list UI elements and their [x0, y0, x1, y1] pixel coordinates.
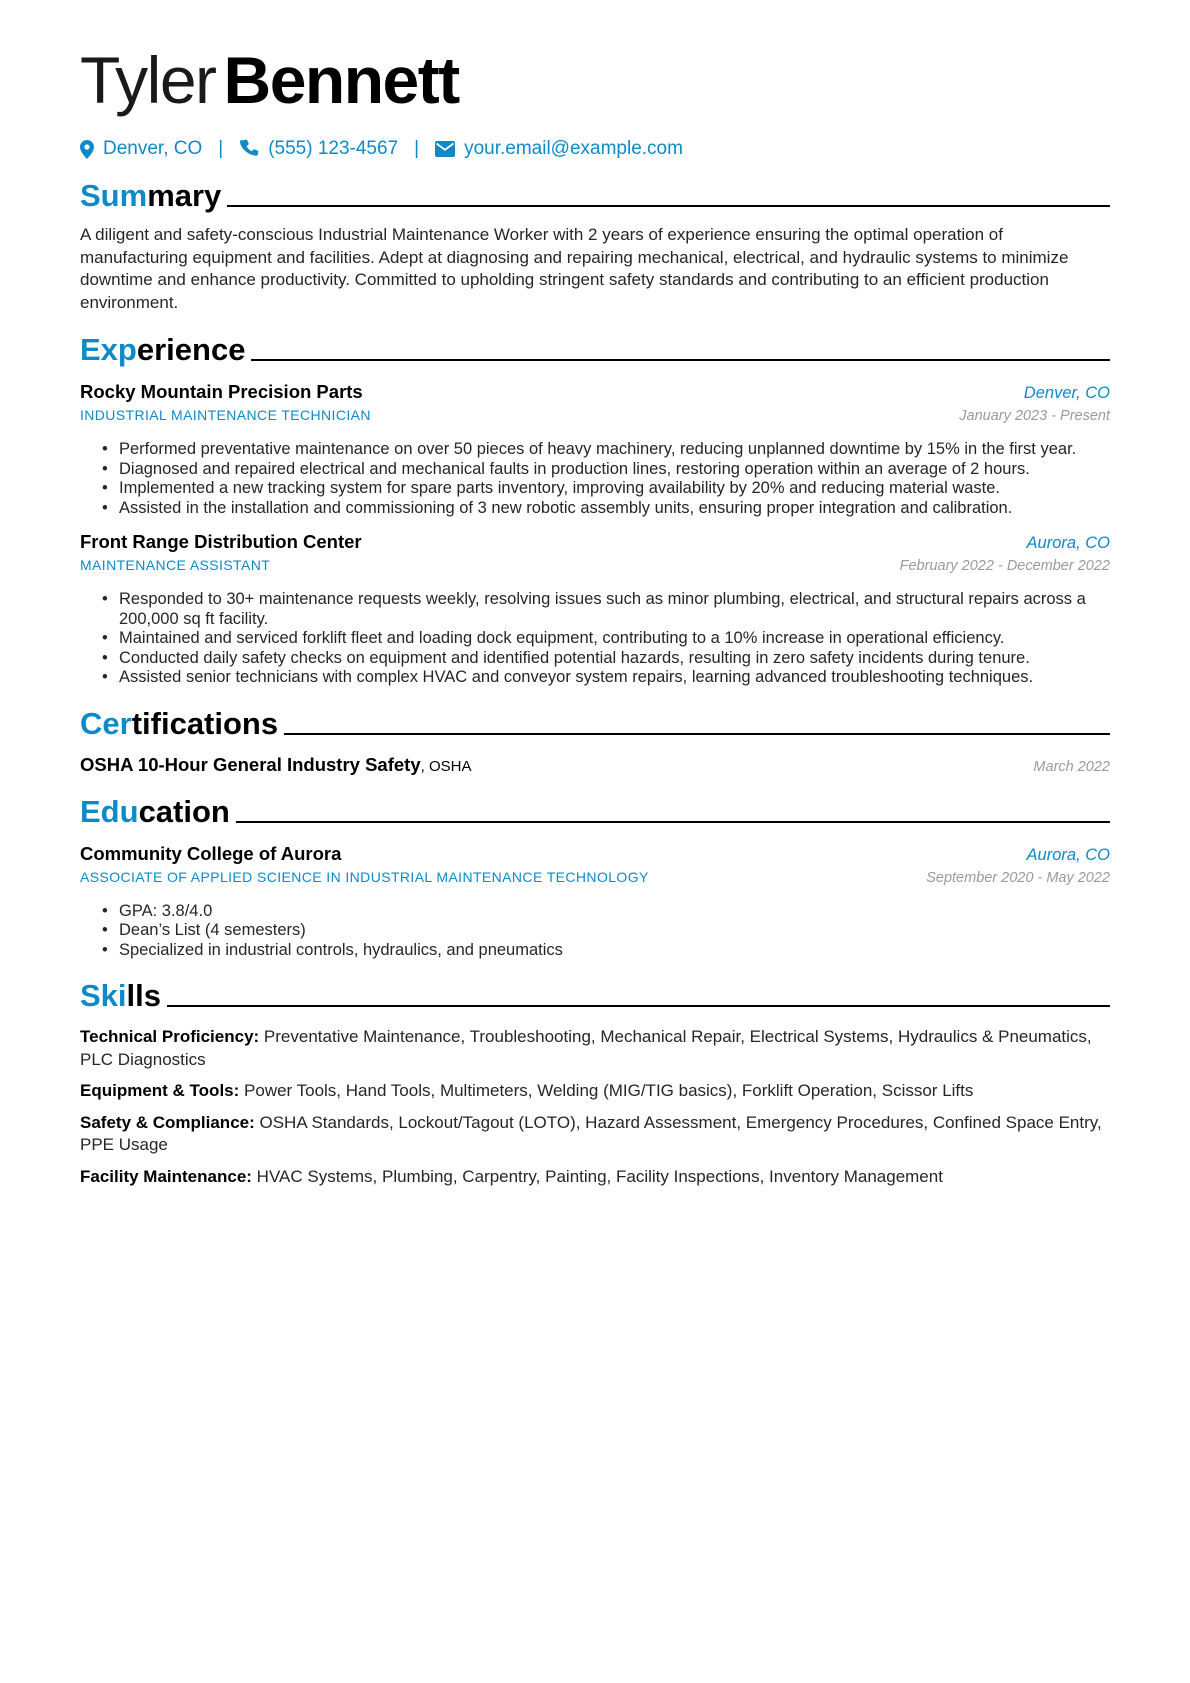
skill-value: Preventative Maintenance, Troubleshooting, Mechanical Repair, Electrical Systems, Hydraulics & Pneumatics, PLC Diagnostics — [80, 1027, 1092, 1069]
job-location: Denver, CO — [1023, 384, 1110, 402]
contact-phone[interactable] — [239, 138, 398, 160]
last-name: Bennett — [223, 43, 459, 117]
phone-text: (555) 123-4567 — [268, 138, 399, 159]
education-bullets — [80, 902, 1110, 961]
education-dates: September 2020 - May 2022 — [926, 869, 1110, 886]
skill-value: OSHA Standards, Lockout/Tagout (LOTO), Hazard Assessment, Emergency Procedures, Confined Space Entry, PPE Usage — [80, 1112, 1102, 1154]
skill-label: Safety & Compliance: — [80, 1112, 255, 1132]
section-header-certifications — [80, 702, 1110, 742]
candidate-name — [80, 38, 1110, 122]
list-item: • Dean’s List (4 semesters) — [102, 921, 1110, 941]
degree: ASSOCIATE OF APPLIED SCIENCE IN INDUSTRIAL MAINTENANCE TECHNOLOGY — [80, 868, 649, 885]
skill-value: HVAC Systems, Plumbing, Carpentry, Painting, Facility Inspections, Inventory Management — [251, 1166, 943, 1186]
list-item: • Responded to 30+ maintenance requests weekly, resolving issues such as minor plumbing, electrical, and structural repairs across a 200,000 sq ft facility. — [102, 590, 1110, 629]
phone-icon — [239, 139, 268, 159]
map-marker-icon — [80, 140, 103, 159]
education-entry — [80, 842, 1110, 961]
job-location: Aurora, CO — [1026, 534, 1110, 552]
job-dates: February 2022 - December 2022 — [899, 558, 1110, 574]
section-rule — [284, 733, 1110, 735]
school-name: Community College of Aurora — [80, 842, 342, 864]
section-header-summary — [80, 174, 1110, 214]
first-name: Tyler — [80, 43, 216, 117]
school-location: Aurora, CO — [1026, 845, 1110, 864]
skill-group — [80, 1166, 1110, 1189]
skill-group — [80, 1080, 1110, 1103]
certification-entry — [80, 754, 1110, 776]
skills-list — [80, 1026, 1110, 1188]
section-rule — [251, 359, 1110, 361]
contact-email[interactable] — [435, 138, 683, 160]
certification-date: March 2022 — [1033, 758, 1110, 775]
certification-name: OSHA 10-Hour General Industry Safety — [80, 753, 421, 775]
summary-text: A diligent and safety-conscious Industrial Maintenance Worker with 2 years of experience ensuring the optimal operation of manufacturing equipment and facilities. Adept at diagnosing and repairing mechanical, electrical, and hydraulic systems to minimize downtime and enhance productivity. Committed to upholding stringent safety standards and contributing to an efficient production environment. — [80, 225, 1069, 312]
certification-issuer: , OSHA — [420, 757, 472, 775]
email-text: your.email@example.com — [464, 138, 683, 159]
skill-group — [80, 1026, 1110, 1071]
list-item: • Maintained and serviced forklift fleet and loading dock equipment, contributing to a 10% increase in operational efficiency. — [102, 629, 1110, 649]
job-role: MAINTENANCE ASSISTANT — [80, 557, 271, 573]
list-item: • Assisted senior technicians with complex HVAC and conveyor system repairs, learning advanced troubleshooting techniques. — [102, 668, 1110, 688]
section-title: Education — [80, 793, 230, 829]
section-header-experience — [80, 328, 1110, 368]
company-name: Front Range Distribution Center — [80, 531, 362, 552]
list-item: • Specialized in industrial controls, hydraulics, and pneumatics — [102, 941, 1110, 961]
list-item: • Implemented a new tracking system for spare parts inventory, improving availability by 20% and reducing material waste. — [102, 479, 1110, 499]
skill-label: Equipment & Tools: — [80, 1081, 240, 1100]
skill-group — [80, 1112, 1110, 1157]
section-title: Skills — [80, 978, 161, 1013]
section-title: Certifications — [80, 705, 279, 741]
list-item: • Assisted in the installation and commissioning of 3 new robotic assembly units, ensuring proper integration and calibration. — [102, 499, 1110, 519]
job-role: INDUSTRIAL MAINTENANCE TECHNICIAN — [80, 407, 371, 423]
section-rule — [236, 821, 1110, 823]
job-dates: January 2023 - Present — [959, 408, 1110, 424]
section-header-education — [80, 790, 1110, 830]
skill-label: Facility Maintenance: — [80, 1166, 252, 1186]
location-text: Denver, CO — [103, 138, 203, 159]
job-bullets — [80, 440, 1110, 518]
contact-line — [80, 134, 1110, 164]
contact-separator: | — [218, 138, 224, 159]
skill-value: Power Tools, Hand Tools, Multimeters, Welding (MIG/TIG basics), Forklift Operation, Scissor Lifts — [239, 1081, 974, 1100]
skill-label: Technical Proficiency: — [80, 1027, 260, 1046]
job-bullets — [80, 590, 1110, 688]
section-header-skills — [80, 974, 1110, 1014]
section-rule — [167, 1005, 1110, 1007]
list-item: • GPA: 3.8/4.0 — [102, 902, 1110, 922]
experience-entry — [80, 380, 1110, 518]
contact-location — [80, 138, 202, 160]
experience-entry — [80, 530, 1110, 688]
envelope-icon — [435, 141, 464, 157]
section-rule — [227, 205, 1110, 207]
list-item: • Performed preventative maintenance on over 50 pieces of heavy machinery, reducing unplanned downtime by 15% in the first year. — [102, 440, 1110, 460]
list-item: • Conducted daily safety checks on equipment and identified potential hazards, resulting in zero safety incidents during tenure. — [102, 649, 1110, 669]
section-title: Summary — [80, 178, 222, 213]
section-title: Experience — [80, 332, 246, 367]
list-item: • Diagnosed and repaired electrical and mechanical faults in production lines, restoring operation within an average of 2 hours. — [102, 460, 1110, 480]
company-name: Rocky Mountain Precision Parts — [80, 381, 363, 402]
contact-separator: | — [414, 138, 420, 159]
